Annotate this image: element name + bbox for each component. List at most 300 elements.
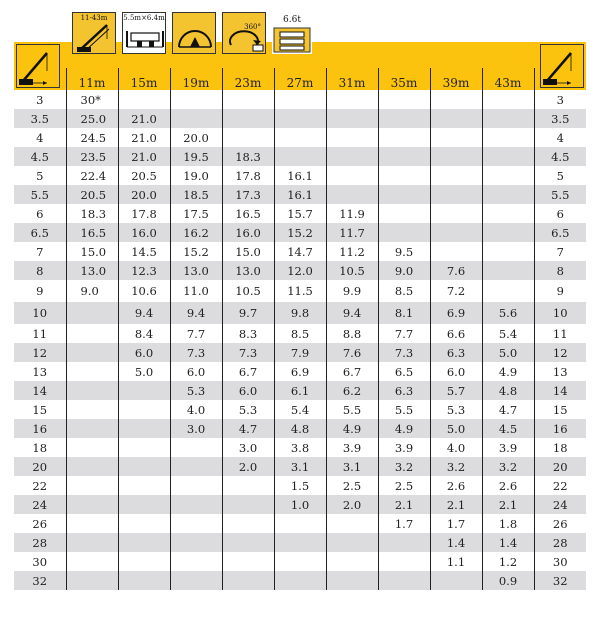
load-cell: 6.9 bbox=[274, 362, 326, 381]
radius-cell: 30 bbox=[534, 552, 586, 571]
load-cell: 6.0 bbox=[170, 362, 222, 381]
load-cell: 5.3 bbox=[170, 381, 222, 400]
load-cell: 3.8 bbox=[274, 438, 326, 457]
load-cell: 4.9 bbox=[326, 419, 378, 438]
load-cell bbox=[66, 476, 118, 495]
load-cell bbox=[482, 128, 534, 147]
column-header: 27m bbox=[274, 68, 326, 90]
load-cell: 17.5 bbox=[170, 204, 222, 223]
load-cell bbox=[66, 533, 118, 552]
table-header-row bbox=[14, 68, 586, 90]
load-cell bbox=[274, 533, 326, 552]
load-cell: 2.0 bbox=[326, 495, 378, 514]
load-cell bbox=[66, 495, 118, 514]
load-cell: 3.9 bbox=[482, 438, 534, 457]
load-cell bbox=[378, 204, 430, 223]
load-cell bbox=[378, 109, 430, 128]
load-cell bbox=[430, 223, 482, 242]
radius-cell: 14 bbox=[14, 381, 66, 400]
load-cell: 6.3 bbox=[378, 381, 430, 400]
load-cell: 3.0 bbox=[222, 438, 274, 457]
load-cell: 30* bbox=[66, 90, 118, 109]
table-row bbox=[14, 476, 586, 495]
load-cell bbox=[118, 476, 170, 495]
radius-cell: 3 bbox=[534, 90, 586, 109]
load-cell bbox=[66, 302, 118, 324]
load-cell: 18.3 bbox=[222, 147, 274, 166]
load-cell: 17.8 bbox=[222, 166, 274, 185]
load-cell: 1.0 bbox=[274, 495, 326, 514]
load-cell bbox=[66, 438, 118, 457]
column-header: 31m bbox=[326, 68, 378, 90]
load-cell bbox=[274, 147, 326, 166]
radius-cell: 24 bbox=[14, 495, 66, 514]
table-row bbox=[14, 302, 586, 324]
load-cell: 19.5 bbox=[170, 147, 222, 166]
load-cell bbox=[222, 128, 274, 147]
load-cell: 4.7 bbox=[222, 419, 274, 438]
load-cell bbox=[378, 90, 430, 109]
load-cell bbox=[222, 514, 274, 533]
load-cell bbox=[326, 571, 378, 590]
load-cell: 10.5 bbox=[326, 261, 378, 280]
radius-cell: 10 bbox=[534, 302, 586, 324]
table-row bbox=[14, 90, 586, 109]
load-cell bbox=[170, 438, 222, 457]
column-header: 39m bbox=[430, 68, 482, 90]
boom-length-icon bbox=[72, 12, 116, 54]
load-cell bbox=[378, 128, 430, 147]
load-cell: 1.2 bbox=[482, 552, 534, 571]
load-cell: 1.5 bbox=[274, 476, 326, 495]
load-cell: 5.4 bbox=[482, 324, 534, 343]
load-cell: 3.9 bbox=[326, 438, 378, 457]
load-cell bbox=[118, 533, 170, 552]
load-cell bbox=[378, 147, 430, 166]
load-cell bbox=[378, 552, 430, 571]
load-cell: 15.0 bbox=[222, 242, 274, 261]
load-cell bbox=[430, 147, 482, 166]
table-row bbox=[14, 343, 586, 362]
load-cell: 2.1 bbox=[482, 495, 534, 514]
load-cell: 9.0 bbox=[378, 261, 430, 280]
radius-cell: 11 bbox=[534, 324, 586, 343]
front-slewing-area-icon bbox=[172, 12, 216, 54]
load-cell bbox=[222, 552, 274, 571]
load-cell: 6.7 bbox=[326, 362, 378, 381]
load-cell: 17.8 bbox=[118, 204, 170, 223]
load-cell bbox=[326, 552, 378, 571]
load-cell bbox=[118, 457, 170, 476]
load-cell bbox=[274, 90, 326, 109]
table-row bbox=[14, 324, 586, 343]
load-cell bbox=[482, 261, 534, 280]
load-cell bbox=[430, 109, 482, 128]
counterweight-icon bbox=[272, 12, 312, 54]
radius-cell: 3.5 bbox=[534, 109, 586, 128]
column-header: 19m bbox=[170, 68, 222, 90]
load-cell: 16.0 bbox=[118, 223, 170, 242]
load-cell: 5.3 bbox=[222, 400, 274, 419]
load-cell: 17.3 bbox=[222, 185, 274, 204]
radius-cell: 28 bbox=[534, 533, 586, 552]
load-cell: 4.0 bbox=[170, 400, 222, 419]
load-cell: 20.5 bbox=[66, 185, 118, 204]
column-header: 11m bbox=[66, 68, 118, 90]
load-cell bbox=[326, 514, 378, 533]
load-cell bbox=[118, 438, 170, 457]
table-row bbox=[14, 147, 586, 166]
load-cell: 19.0 bbox=[170, 166, 222, 185]
table-row bbox=[14, 419, 586, 438]
table-row bbox=[14, 280, 586, 302]
load-cell bbox=[274, 128, 326, 147]
load-cell: 20.5 bbox=[118, 166, 170, 185]
load-cell bbox=[482, 223, 534, 242]
load-cell: 16.1 bbox=[274, 166, 326, 185]
table-row bbox=[14, 400, 586, 419]
load-cell bbox=[482, 166, 534, 185]
load-cell: 1.4 bbox=[430, 533, 482, 552]
load-cell: 25.0 bbox=[66, 109, 118, 128]
load-cell bbox=[222, 90, 274, 109]
radius-cell: 5 bbox=[534, 166, 586, 185]
load-cell bbox=[326, 90, 378, 109]
load-cell bbox=[430, 242, 482, 261]
load-cell bbox=[118, 495, 170, 514]
load-cell: 20.0 bbox=[118, 185, 170, 204]
load-cell: 4.5 bbox=[482, 419, 534, 438]
load-cell: 24.5 bbox=[66, 128, 118, 147]
load-cell: 3.9 bbox=[378, 438, 430, 457]
load-cell: 10.5 bbox=[222, 280, 274, 302]
load-cell: 4.0 bbox=[430, 438, 482, 457]
load-cell: 21.0 bbox=[118, 147, 170, 166]
load-cell: 16.5 bbox=[66, 223, 118, 242]
load-cell: 21.0 bbox=[118, 109, 170, 128]
load-cell bbox=[482, 109, 534, 128]
load-cell: 9.0 bbox=[66, 280, 118, 302]
table-row bbox=[14, 109, 586, 128]
radius-cell: 4 bbox=[534, 128, 586, 147]
load-cell: 11.0 bbox=[170, 280, 222, 302]
load-cell: 18.3 bbox=[66, 204, 118, 223]
load-cell bbox=[274, 109, 326, 128]
load-cell: 4.8 bbox=[274, 419, 326, 438]
load-cell bbox=[170, 495, 222, 514]
load-cell: 13.0 bbox=[222, 261, 274, 280]
table-row bbox=[14, 204, 586, 223]
radius-cell: 22 bbox=[534, 476, 586, 495]
radius-cell: 14 bbox=[534, 381, 586, 400]
load-cell: 7.7 bbox=[378, 324, 430, 343]
radius-cell: 13 bbox=[14, 362, 66, 381]
outrigger-span-icon bbox=[122, 12, 166, 54]
load-cell: 10.6 bbox=[118, 280, 170, 302]
load-cell: 21.0 bbox=[118, 128, 170, 147]
load-cell bbox=[66, 457, 118, 476]
load-cell: 8.5 bbox=[274, 324, 326, 343]
load-cell: 14.7 bbox=[274, 242, 326, 261]
load-cell bbox=[118, 90, 170, 109]
load-cell bbox=[66, 400, 118, 419]
load-cell: 3.2 bbox=[430, 457, 482, 476]
radius-cell: 6 bbox=[14, 204, 66, 223]
load-cell: 7.3 bbox=[222, 343, 274, 362]
load-cell: 8.3 bbox=[222, 324, 274, 343]
load-cell bbox=[482, 242, 534, 261]
boom-length-label: 11-43m bbox=[80, 14, 108, 22]
load-cell: 14.5 bbox=[118, 242, 170, 261]
column-header: 43m bbox=[482, 68, 534, 90]
radius-cell: 12 bbox=[534, 343, 586, 362]
load-cell bbox=[66, 552, 118, 571]
load-cell: 6.0 bbox=[222, 381, 274, 400]
load-cell: 8.8 bbox=[326, 324, 378, 343]
load-cell bbox=[66, 324, 118, 343]
radius-cell: 5.5 bbox=[534, 185, 586, 204]
load-cell: 1.7 bbox=[378, 514, 430, 533]
load-cell: 16.2 bbox=[170, 223, 222, 242]
table-body bbox=[14, 90, 586, 590]
load-cell bbox=[482, 90, 534, 109]
load-cell: 1.7 bbox=[430, 514, 482, 533]
load-cell: 0.9 bbox=[482, 571, 534, 590]
radius-cell: 32 bbox=[14, 571, 66, 590]
load-cell: 11.7 bbox=[326, 223, 378, 242]
table-row bbox=[14, 552, 586, 571]
load-cell bbox=[378, 571, 430, 590]
load-cell: 8.1 bbox=[378, 302, 430, 324]
load-cell bbox=[378, 533, 430, 552]
load-cell bbox=[66, 571, 118, 590]
load-cell: 7.6 bbox=[430, 261, 482, 280]
load-cell bbox=[430, 204, 482, 223]
radius-cell: 15 bbox=[534, 400, 586, 419]
load-cell: 6.7 bbox=[222, 362, 274, 381]
load-cell: 3.0 bbox=[170, 419, 222, 438]
load-cell: 9.9 bbox=[326, 280, 378, 302]
radius-cell: 9 bbox=[534, 280, 586, 302]
load-cell bbox=[430, 571, 482, 590]
load-cell: 4.7 bbox=[482, 400, 534, 419]
load-cell: 18.5 bbox=[170, 185, 222, 204]
load-cell bbox=[170, 457, 222, 476]
load-cell: 6.9 bbox=[430, 302, 482, 324]
table-row bbox=[14, 514, 586, 533]
load-cell: 5.5 bbox=[378, 400, 430, 419]
load-cell bbox=[170, 90, 222, 109]
load-cell: 9.5 bbox=[378, 242, 430, 261]
table-row bbox=[14, 128, 586, 147]
load-cell: 11.2 bbox=[326, 242, 378, 261]
load-cell: 6.1 bbox=[274, 381, 326, 400]
table-row bbox=[14, 571, 586, 590]
load-cell bbox=[170, 533, 222, 552]
radius-cell: 20 bbox=[14, 457, 66, 476]
load-cell bbox=[274, 571, 326, 590]
load-cell bbox=[170, 552, 222, 571]
full-slewing-label: 360° bbox=[244, 23, 261, 31]
load-cell bbox=[66, 419, 118, 438]
table-row bbox=[14, 242, 586, 261]
load-cell bbox=[118, 381, 170, 400]
load-cell bbox=[326, 109, 378, 128]
load-cell: 7.6 bbox=[326, 343, 378, 362]
load-cell: 15.0 bbox=[66, 242, 118, 261]
column-header: 15m bbox=[118, 68, 170, 90]
load-cell: 1.1 bbox=[430, 552, 482, 571]
radius-cell: 6.5 bbox=[534, 223, 586, 242]
load-cell: 11.5 bbox=[274, 280, 326, 302]
load-cell: 20.0 bbox=[170, 128, 222, 147]
load-cell bbox=[482, 147, 534, 166]
load-cell: 15.2 bbox=[274, 223, 326, 242]
load-cell: 5.3 bbox=[430, 400, 482, 419]
load-cell bbox=[430, 90, 482, 109]
load-cell bbox=[326, 166, 378, 185]
load-cell: 5.7 bbox=[430, 381, 482, 400]
radius-cell: 5 bbox=[14, 166, 66, 185]
load-cell: 22.4 bbox=[66, 166, 118, 185]
table-row bbox=[14, 533, 586, 552]
load-cell: 4.8 bbox=[482, 381, 534, 400]
radius-cell: 4.5 bbox=[14, 147, 66, 166]
load-cell: 5.5 bbox=[326, 400, 378, 419]
load-cell bbox=[66, 362, 118, 381]
radius-cell: 18 bbox=[14, 438, 66, 457]
load-cell: 2.1 bbox=[430, 495, 482, 514]
load-cell: 7.9 bbox=[274, 343, 326, 362]
load-cell bbox=[378, 166, 430, 185]
radius-cell: 26 bbox=[534, 514, 586, 533]
table-row bbox=[14, 185, 586, 204]
load-cell: 2.5 bbox=[378, 476, 430, 495]
radius-cell: 9 bbox=[14, 280, 66, 302]
load-cell: 5.0 bbox=[118, 362, 170, 381]
load-cell: 6.5 bbox=[378, 362, 430, 381]
load-cell bbox=[66, 343, 118, 362]
load-cell: 8.4 bbox=[118, 324, 170, 343]
load-cell: 2.5 bbox=[326, 476, 378, 495]
load-cell bbox=[482, 204, 534, 223]
load-cell: 7.7 bbox=[170, 324, 222, 343]
load-chart-table bbox=[14, 68, 586, 590]
load-cell: 15.7 bbox=[274, 204, 326, 223]
load-cell bbox=[118, 419, 170, 438]
load-cell: 9.7 bbox=[222, 302, 274, 324]
radius-cell: 15 bbox=[14, 400, 66, 419]
load-cell bbox=[118, 571, 170, 590]
radius-cell: 12 bbox=[14, 343, 66, 362]
load-cell bbox=[170, 476, 222, 495]
load-cell: 1.4 bbox=[482, 533, 534, 552]
load-cell bbox=[66, 381, 118, 400]
load-cell: 9.4 bbox=[170, 302, 222, 324]
load-cell: 23.5 bbox=[66, 147, 118, 166]
header-corner-right bbox=[534, 68, 586, 90]
load-cell: 7.3 bbox=[170, 343, 222, 362]
load-cell: 15.2 bbox=[170, 242, 222, 261]
load-cell: 5.0 bbox=[482, 343, 534, 362]
load-cell: 8.5 bbox=[378, 280, 430, 302]
table-row bbox=[14, 457, 586, 476]
radius-cell: 6.5 bbox=[14, 223, 66, 242]
load-cell: 9.4 bbox=[326, 302, 378, 324]
radius-cell: 30 bbox=[14, 552, 66, 571]
load-cell: 3.2 bbox=[482, 457, 534, 476]
counterweight-label: 6.6t bbox=[283, 15, 301, 25]
load-cell bbox=[222, 109, 274, 128]
radius-cell: 32 bbox=[534, 571, 586, 590]
table-row bbox=[14, 495, 586, 514]
header-corner-left bbox=[14, 68, 66, 90]
radius-cell: 4.5 bbox=[534, 147, 586, 166]
load-cell: 5.0 bbox=[430, 419, 482, 438]
load-cell bbox=[118, 400, 170, 419]
full-slewing-icon bbox=[222, 12, 266, 54]
column-header: 35m bbox=[378, 68, 430, 90]
table-row bbox=[14, 362, 586, 381]
load-cell: 13.0 bbox=[66, 261, 118, 280]
radius-cell: 11 bbox=[14, 324, 66, 343]
load-cell bbox=[326, 128, 378, 147]
load-cell: 6.0 bbox=[430, 362, 482, 381]
load-cell bbox=[222, 495, 274, 514]
load-cell bbox=[482, 185, 534, 204]
load-cell: 12.3 bbox=[118, 261, 170, 280]
radius-cell: 5.5 bbox=[14, 185, 66, 204]
load-cell: 9.8 bbox=[274, 302, 326, 324]
load-cell: 16.1 bbox=[274, 185, 326, 204]
load-cell bbox=[378, 185, 430, 204]
load-cell: 13.0 bbox=[170, 261, 222, 280]
load-cell: 6.6 bbox=[430, 324, 482, 343]
load-cell bbox=[378, 223, 430, 242]
load-cell: 4.9 bbox=[482, 362, 534, 381]
load-cell bbox=[66, 514, 118, 533]
column-header: 23m bbox=[222, 68, 274, 90]
load-cell: 6.2 bbox=[326, 381, 378, 400]
load-cell bbox=[482, 280, 534, 302]
radius-cell: 18 bbox=[534, 438, 586, 457]
table-row bbox=[14, 381, 586, 400]
radius-cell: 7 bbox=[534, 242, 586, 261]
table-row bbox=[14, 438, 586, 457]
radius-cell: 4 bbox=[14, 128, 66, 147]
load-cell: 16.5 bbox=[222, 204, 274, 223]
load-cell bbox=[430, 128, 482, 147]
radius-cell: 6 bbox=[534, 204, 586, 223]
load-cell bbox=[326, 533, 378, 552]
load-cell bbox=[222, 533, 274, 552]
load-cell: 16.0 bbox=[222, 223, 274, 242]
radius-cell: 28 bbox=[14, 533, 66, 552]
load-cell: 2.0 bbox=[222, 457, 274, 476]
load-cell bbox=[170, 571, 222, 590]
radius-cell: 8 bbox=[534, 261, 586, 280]
table-row bbox=[14, 261, 586, 280]
load-cell bbox=[170, 109, 222, 128]
radius-cell: 20 bbox=[534, 457, 586, 476]
radius-cell: 26 bbox=[14, 514, 66, 533]
load-cell bbox=[118, 552, 170, 571]
radius-cell: 8 bbox=[14, 261, 66, 280]
table-row bbox=[14, 223, 586, 242]
load-cell: 3.1 bbox=[326, 457, 378, 476]
outrigger-span-label: 5.5m×6.4m bbox=[123, 14, 165, 22]
load-cell: 7.3 bbox=[378, 343, 430, 362]
